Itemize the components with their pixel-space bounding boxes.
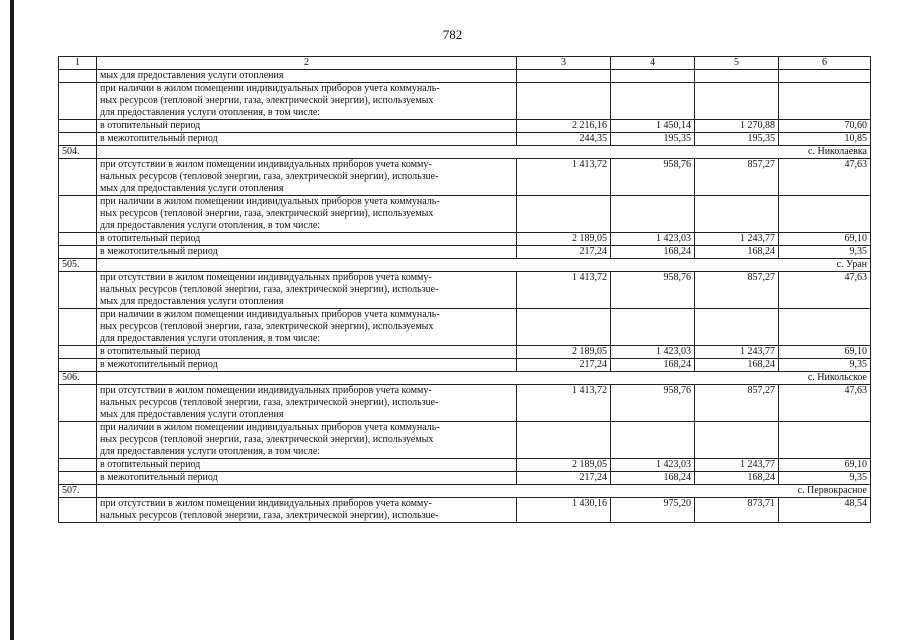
description-cell: при отсутствии в жилом помещении индивидуальных приборов учета комму- нальных ресурсов (тепловой энергии, газа, электрической энергии), использue- мых для предоставления услуги отопления — [97, 159, 517, 196]
value-cell: 857,27 — [695, 159, 779, 196]
description-cell: мых для предоставления услуги отопления — [97, 70, 517, 83]
settlement-row — [59, 259, 871, 272]
settlement-row — [59, 485, 871, 498]
value-cell: 975,20 — [611, 498, 695, 523]
table-row — [59, 346, 871, 359]
value-cell: 1 423,03 — [611, 233, 695, 246]
description-cell: при отсутствии в жилом помещении индивидуальных приборов учета комму- нальных ресурсов (тепловой энергии, газа, электрической энергии), использue- — [97, 498, 517, 523]
value-cell: 69,10 — [779, 459, 871, 472]
value-cell: 168,24 — [611, 359, 695, 372]
table-row — [59, 498, 871, 523]
value-cell: 9,35 — [779, 359, 871, 372]
value-cell: 2 189,05 — [517, 459, 611, 472]
description-cell: при наличии в жилом помещении индивидуальных приборов учета коммуналь- ных ресурсов (тепловой энергии, газа, электрической энергии), используемых для предоставления услуги отопления, в том числе: — [97, 196, 517, 233]
value-cell: 69,10 — [779, 233, 871, 246]
description-cell: при наличии в жилом помещении индивидуальных приборов учета коммуналь- ных ресурсов (тепловой энергии, газа, электрической энергии), используемых для предоставления услуги отопления, в том числе: — [97, 422, 517, 459]
column-header: 2 — [97, 57, 517, 70]
value-cell: 958,76 — [611, 272, 695, 309]
description-cell: в отопительный период — [97, 233, 517, 246]
value-cell: 47,63 — [779, 272, 871, 309]
description-cell: при отсутствии в жилом помещении индивидуальных приборов учета комму- нальных ресурсов (тепловой энергии, газа, электрической энергии), использue- мых для предоставления услуги отопления — [97, 272, 517, 309]
value-cell: 1 243,77 — [695, 233, 779, 246]
table-row — [59, 246, 871, 259]
column-header: 3 — [517, 57, 611, 70]
value-cell: 217,24 — [517, 472, 611, 485]
description-cell: в отопительный период — [97, 459, 517, 472]
settlement-name: с. Николаевка — [97, 146, 871, 159]
tariff-table — [58, 56, 871, 523]
table-row — [59, 83, 871, 120]
description-cell: в межотопительный период — [97, 133, 517, 146]
value-cell: 2 216,16 — [517, 120, 611, 133]
table-row — [59, 120, 871, 133]
settlement-row — [59, 146, 871, 159]
page-number: 782 — [442, 27, 463, 42]
value-cell: 217,24 — [517, 359, 611, 372]
value-cell: 217,24 — [517, 246, 611, 259]
value-cell: 1 413,72 — [517, 385, 611, 422]
item-number: 507. — [59, 485, 97, 498]
column-header-row — [59, 57, 871, 70]
value-cell: 1 270,88 — [695, 120, 779, 133]
value-cell: 195,35 — [695, 133, 779, 146]
description-cell: в отопительный период — [97, 120, 517, 133]
value-cell: 9,35 — [779, 472, 871, 485]
value-cell: 69,10 — [779, 346, 871, 359]
value-cell: 244,35 — [517, 133, 611, 146]
description-cell: при отсутствии в жилом помещении индивидуальных приборов учета комму- нальных ресурсов (тепловой энергии, газа, электрической энергии), использue- мых для предоставления услуги отопления — [97, 385, 517, 422]
table-row — [59, 309, 871, 346]
table-row — [59, 159, 871, 196]
value-cell: 2 189,05 — [517, 346, 611, 359]
item-number: 506. — [59, 372, 97, 385]
description-cell: при наличии в жилом помещении индивидуальных приборов учета коммуналь- ных ресурсов (тепловой энергии, газа, электрической энергии), используемых для предоставления услуги отопления, в том числе: — [97, 309, 517, 346]
value-cell: 1 243,77 — [695, 459, 779, 472]
value-cell: 168,24 — [611, 246, 695, 259]
description-cell: в межотопительный период — [97, 472, 517, 485]
page-edge-rule — [10, 0, 14, 640]
table-row — [59, 422, 871, 459]
value-cell: 168,24 — [695, 246, 779, 259]
table-row — [59, 70, 871, 83]
settlement-name: с. Никольское — [97, 372, 871, 385]
table-row — [59, 385, 871, 422]
value-cell: 168,24 — [695, 359, 779, 372]
item-number: 505. — [59, 259, 97, 272]
value-cell: 1 243,77 — [695, 346, 779, 359]
item-number: 504. — [59, 146, 97, 159]
value-cell: 1 450,14 — [611, 120, 695, 133]
description-cell: при наличии в жилом помещении индивидуальных приборов учета коммуналь- ных ресурсов (тепловой энергии, газа, электрической энергии), используемых для предоставления услуги отопления, в том числе: — [97, 83, 517, 120]
table-row — [59, 472, 871, 485]
column-header: 6 — [779, 57, 871, 70]
value-cell: 1 413,72 — [517, 159, 611, 196]
table-row — [59, 196, 871, 233]
value-cell: 857,27 — [695, 385, 779, 422]
value-cell: 48,54 — [779, 498, 871, 523]
table-row — [59, 459, 871, 472]
table-row — [59, 272, 871, 309]
value-cell: 958,76 — [611, 159, 695, 196]
value-cell: 1 430,16 — [517, 498, 611, 523]
value-cell: 857,27 — [695, 272, 779, 309]
value-cell: 168,24 — [611, 472, 695, 485]
description-cell: в межотопительный период — [97, 359, 517, 372]
settlement-row — [59, 372, 871, 385]
value-cell: 168,24 — [695, 472, 779, 485]
settlement-name: с. Первокрасное — [97, 485, 871, 498]
value-cell: 70,60 — [779, 120, 871, 133]
table-row — [59, 359, 871, 372]
column-header: 4 — [611, 57, 695, 70]
column-header: 5 — [695, 57, 779, 70]
value-cell: 10,85 — [779, 133, 871, 146]
settlement-name: с. Уран — [97, 259, 871, 272]
value-cell: 1 423,03 — [611, 459, 695, 472]
value-cell: 195,35 — [611, 133, 695, 146]
table-row — [59, 133, 871, 146]
description-cell: в отопительный период — [97, 346, 517, 359]
value-cell: 2 189,05 — [517, 233, 611, 246]
value-cell: 958,76 — [611, 385, 695, 422]
value-cell: 9,35 — [779, 246, 871, 259]
value-cell: 873,71 — [695, 498, 779, 523]
value-cell: 1 413,72 — [517, 272, 611, 309]
value-cell: 47,63 — [779, 159, 871, 196]
description-cell: в межотопительный период — [97, 246, 517, 259]
value-cell: 1 423,03 — [611, 346, 695, 359]
table-row — [59, 233, 871, 246]
column-header: 1 — [59, 57, 97, 70]
value-cell: 47,63 — [779, 385, 871, 422]
